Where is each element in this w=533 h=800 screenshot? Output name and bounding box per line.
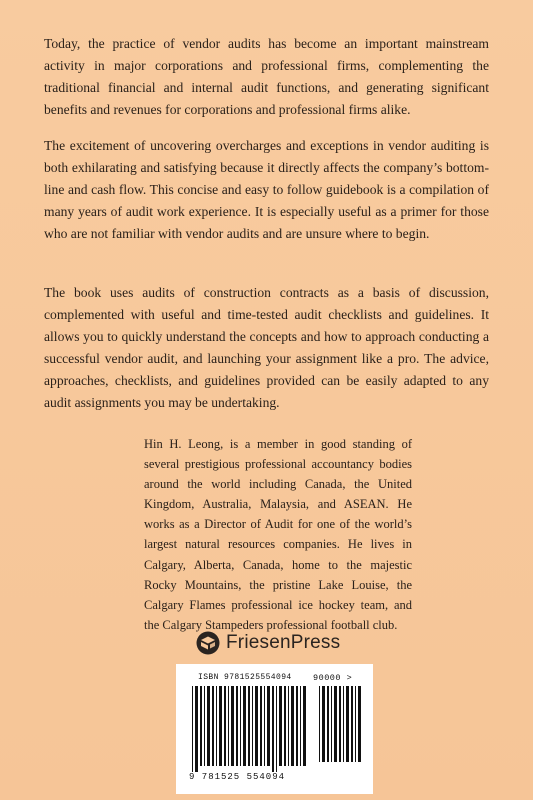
blurb-paragraph-3: The book uses audits of construction contracts as a basis of discussion, complemented with useful and time-tested audit checklists and guidelines. It allows you to quickly understand the concepts and how to approach conducting a successful vendor audit, and launching your assignment like a pro. The advice, approaches, checklists, and guidelines provided can be easily adapted to any audit assignments you may be undertaking.: [44, 285, 489, 410]
friesenpress-logo-icon: [196, 631, 220, 655]
price-addon-barcode: [317, 686, 363, 766]
barcode-box: [176, 664, 373, 794]
isbn-label: ISBN 9781525554094: [198, 673, 292, 682]
blurb-paragraph-1: Today, the practice of vendor audits has become an important mainstream activity in major corporations and professional firms, complementing the traditional financial and internal audit functions, and generating significant benefits and revenues for corporations and professional firms alike.: [44, 36, 489, 117]
price-code: 90000 >: [313, 673, 353, 683]
isbn-digits: 9 781525 554094: [189, 772, 286, 782]
publisher-mark: [196, 629, 340, 657]
blurb-paragraph-2: The excitement of uncovering overcharges and exceptions in vendor auditing is both exhilarating and satisfying because it directly affects the company’s bottom-line and cash flow. This concise and easy to follow guidebook is a compilation of many years of audit work experience. It is especially useful as a primer for those who are not familiar with vendor audits and are unsure where to begin.: [44, 138, 489, 241]
author-bio: Hin H. Leong, is a member in good standing of several prestigious professional accountancy bodies around the world including Canada, the United Kingdom, Australia, Malaysia, and ASEAN. He works as a Director of Audit for one of the world’s largest natural resources companies. He lives in Calgary, Alberta, Canada, home to the majestic Rocky Mountains, the pristine Lake Louise, the Calgary Flames professional ice hockey team, and the Calgary Stampeders professional football club.: [144, 437, 412, 632]
publisher-name: FriesenPress: [226, 632, 341, 653]
isbn-barcode: [190, 686, 308, 772]
